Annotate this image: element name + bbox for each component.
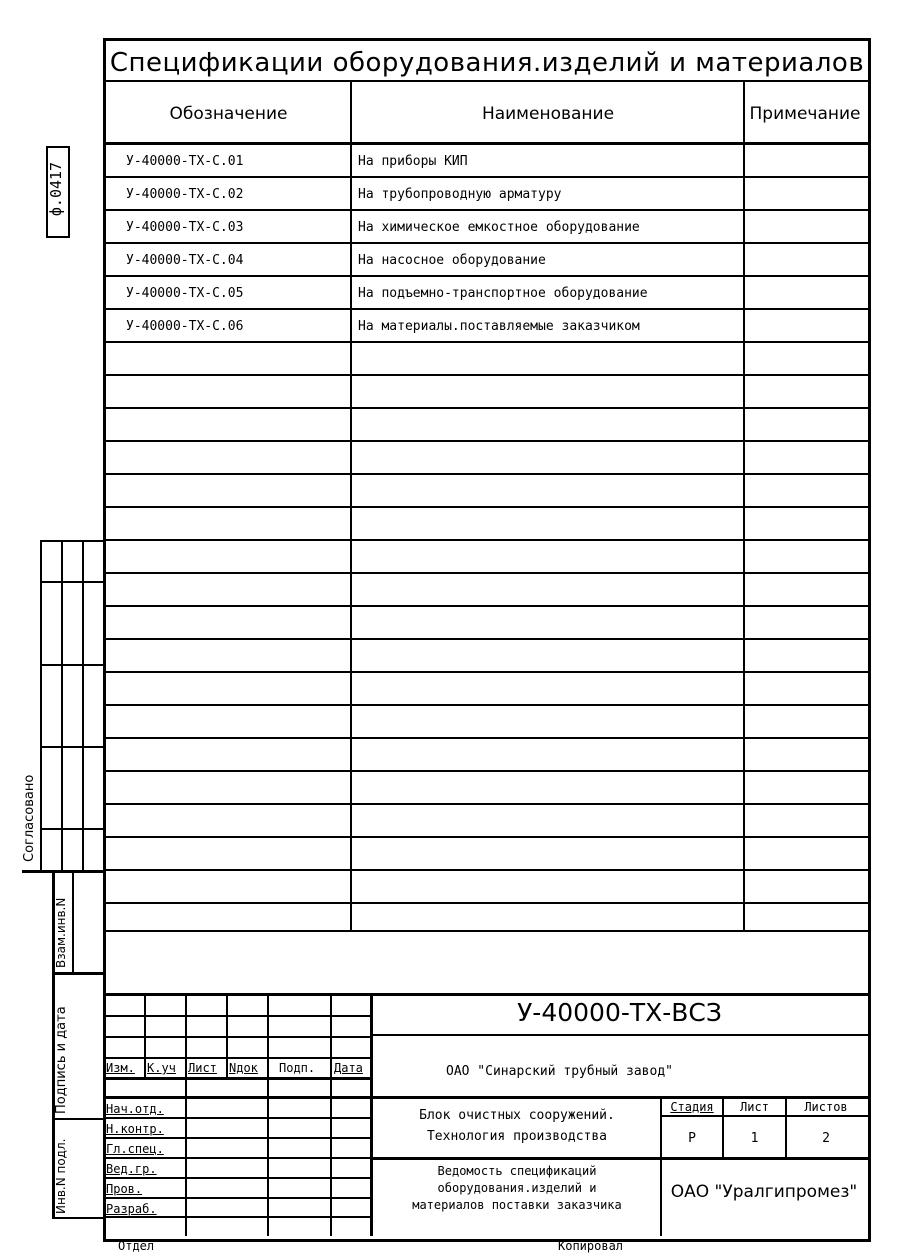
- format-code: ф.0417: [47, 161, 65, 217]
- col-header-note: Примечание: [749, 104, 861, 124]
- side-vline: [61, 540, 63, 872]
- stamp-col-kuch: К.уч: [147, 1061, 176, 1075]
- doc-title-line-2: оборудования.изделий и: [437, 1181, 597, 1195]
- stamp-row-line: [103, 1177, 371, 1179]
- row-name: На подъемно-транспортное оборудование: [358, 286, 648, 301]
- stage-value: Р: [688, 1131, 696, 1146]
- row-separator: [103, 572, 868, 574]
- stamp-cell-line: [660, 1115, 868, 1117]
- side-sign-date: Подпись и дата: [54, 1006, 69, 1114]
- side-line: [40, 746, 104, 748]
- sheet-label: Лист: [740, 1100, 769, 1114]
- sheets-label: Листов: [804, 1100, 848, 1114]
- row-name: На трубопроводную арматуру: [358, 187, 562, 202]
- row-designation: У-40000-ТХ-С.02: [126, 187, 244, 202]
- side-line: [40, 540, 104, 542]
- role-label: Вед.гр.: [106, 1162, 157, 1176]
- stamp-row-line: [103, 1157, 371, 1159]
- doc-title-line-3: материалов поставки заказчика: [412, 1198, 622, 1212]
- row-designation: У-40000-ТХ-С.01: [126, 154, 244, 169]
- role-label: Н.контр.: [106, 1122, 164, 1136]
- side-agreed: Согласовано: [22, 774, 37, 862]
- row-separator: [103, 341, 868, 343]
- row-designation: У-40000-ТХ-С.05: [126, 286, 244, 301]
- row-separator: [103, 308, 868, 310]
- row-separator: [103, 176, 868, 178]
- row-separator: [103, 770, 868, 772]
- row-name: На насосное оборудование: [358, 253, 546, 268]
- row-separator: [103, 605, 868, 607]
- side-line: [52, 1118, 104, 1120]
- stamp-col-podp: Подп.: [279, 1061, 316, 1075]
- stage-label: Стадия: [670, 1100, 714, 1114]
- stamp-col-list: Лист: [188, 1061, 217, 1075]
- row-separator: [103, 473, 868, 475]
- role-label: Разраб.: [106, 1202, 157, 1216]
- row-designation: У-40000-ТХ-С.06: [126, 319, 244, 334]
- header-divider: [103, 142, 868, 145]
- row-separator: [103, 209, 868, 211]
- stamp-row-line: [103, 1036, 371, 1038]
- client-name: ОАО "Синарский трубный завод": [446, 1064, 673, 1079]
- stamp-top-line: [103, 993, 868, 996]
- stamp-row-line: [103, 1057, 371, 1059]
- side-line: [22, 870, 104, 873]
- stamp-right-line: [370, 1034, 868, 1036]
- side-line: [40, 828, 104, 830]
- side-line: [52, 972, 104, 975]
- object-line-1: Блок очистных сооружений.: [419, 1108, 615, 1123]
- stamp-col-line: [185, 993, 187, 1236]
- role-label: Пров.: [106, 1182, 143, 1196]
- row-name: На материалы.поставляемые заказчиком: [358, 319, 640, 334]
- stamp-row-line: [103, 1117, 371, 1119]
- table-bottom-line: [103, 930, 868, 932]
- stamp-col-line: [330, 993, 332, 1236]
- row-separator: [103, 902, 868, 904]
- row-designation: У-40000-ТХ-С.03: [126, 220, 244, 235]
- stamp-row-line: [103, 1216, 371, 1218]
- row-separator: [103, 374, 868, 376]
- side-vline: [72, 870, 74, 974]
- stamp-right-line: [370, 1157, 868, 1160]
- stamp-col-line: [267, 993, 269, 1236]
- row-separator: [103, 704, 868, 706]
- stamp-row-line: [103, 1096, 371, 1099]
- sheet-value: 1: [750, 1131, 759, 1146]
- row-separator: [103, 869, 868, 871]
- row-separator: [103, 407, 868, 409]
- doc-code: У-40000-ТХ-ВСЗ: [517, 998, 722, 1027]
- stamp-row-line: [103, 1137, 371, 1139]
- row-separator: [103, 671, 868, 673]
- row-separator: [103, 275, 868, 277]
- side-vline: [40, 540, 42, 872]
- object-line-2: Технология производства: [426, 1129, 607, 1144]
- side-replace-inv: Взам.инв.N: [54, 897, 68, 968]
- stamp-right-line: [370, 1096, 868, 1099]
- col-header-designation: Обозначение: [169, 104, 288, 124]
- stamp-row-line: [103, 1077, 371, 1080]
- sheet-frame: [103, 38, 871, 1242]
- title-divider: [103, 80, 868, 82]
- row-name: На химическое емкостное оборудование: [358, 220, 640, 235]
- row-separator: [103, 440, 868, 442]
- row-separator: [103, 737, 868, 739]
- organization-name: ОАО "Уралгипромез": [670, 1182, 858, 1202]
- row-separator: [103, 242, 868, 244]
- side-vline: [82, 540, 84, 872]
- row-separator: [103, 638, 868, 640]
- stamp-col-izm: Изм.: [106, 1061, 135, 1075]
- side-line: [40, 581, 104, 583]
- row-separator: [103, 506, 868, 508]
- side-inv-orig: Инв.N подл.: [54, 1138, 68, 1214]
- row-designation: У-40000-ТХ-С.04: [126, 253, 244, 268]
- stamp-row-line: [103, 1015, 371, 1017]
- footer-copied: Копировал: [558, 1239, 624, 1253]
- row-name: На приборы КИП: [358, 154, 468, 169]
- doc-title-line-1: Ведомость спецификаций: [437, 1164, 597, 1178]
- row-separator: [103, 803, 868, 805]
- stamp-col-ndok: Nдок: [229, 1061, 258, 1075]
- role-label: Нач.отд.: [106, 1102, 164, 1116]
- sheets-value: 2: [822, 1131, 830, 1146]
- side-line: [52, 1217, 104, 1219]
- stamp-row-line: [103, 1197, 371, 1199]
- side-line: [40, 664, 104, 666]
- role-label: Гл.спец.: [106, 1142, 164, 1156]
- row-separator: [103, 539, 868, 541]
- footer-department: Отдел: [118, 1239, 155, 1253]
- sheet-title: Спецификации оборудования.изделий и материалов: [109, 48, 865, 78]
- row-separator: [103, 836, 868, 838]
- stamp-col-data: Дата: [334, 1061, 363, 1075]
- col-header-name: Наименование: [481, 104, 615, 124]
